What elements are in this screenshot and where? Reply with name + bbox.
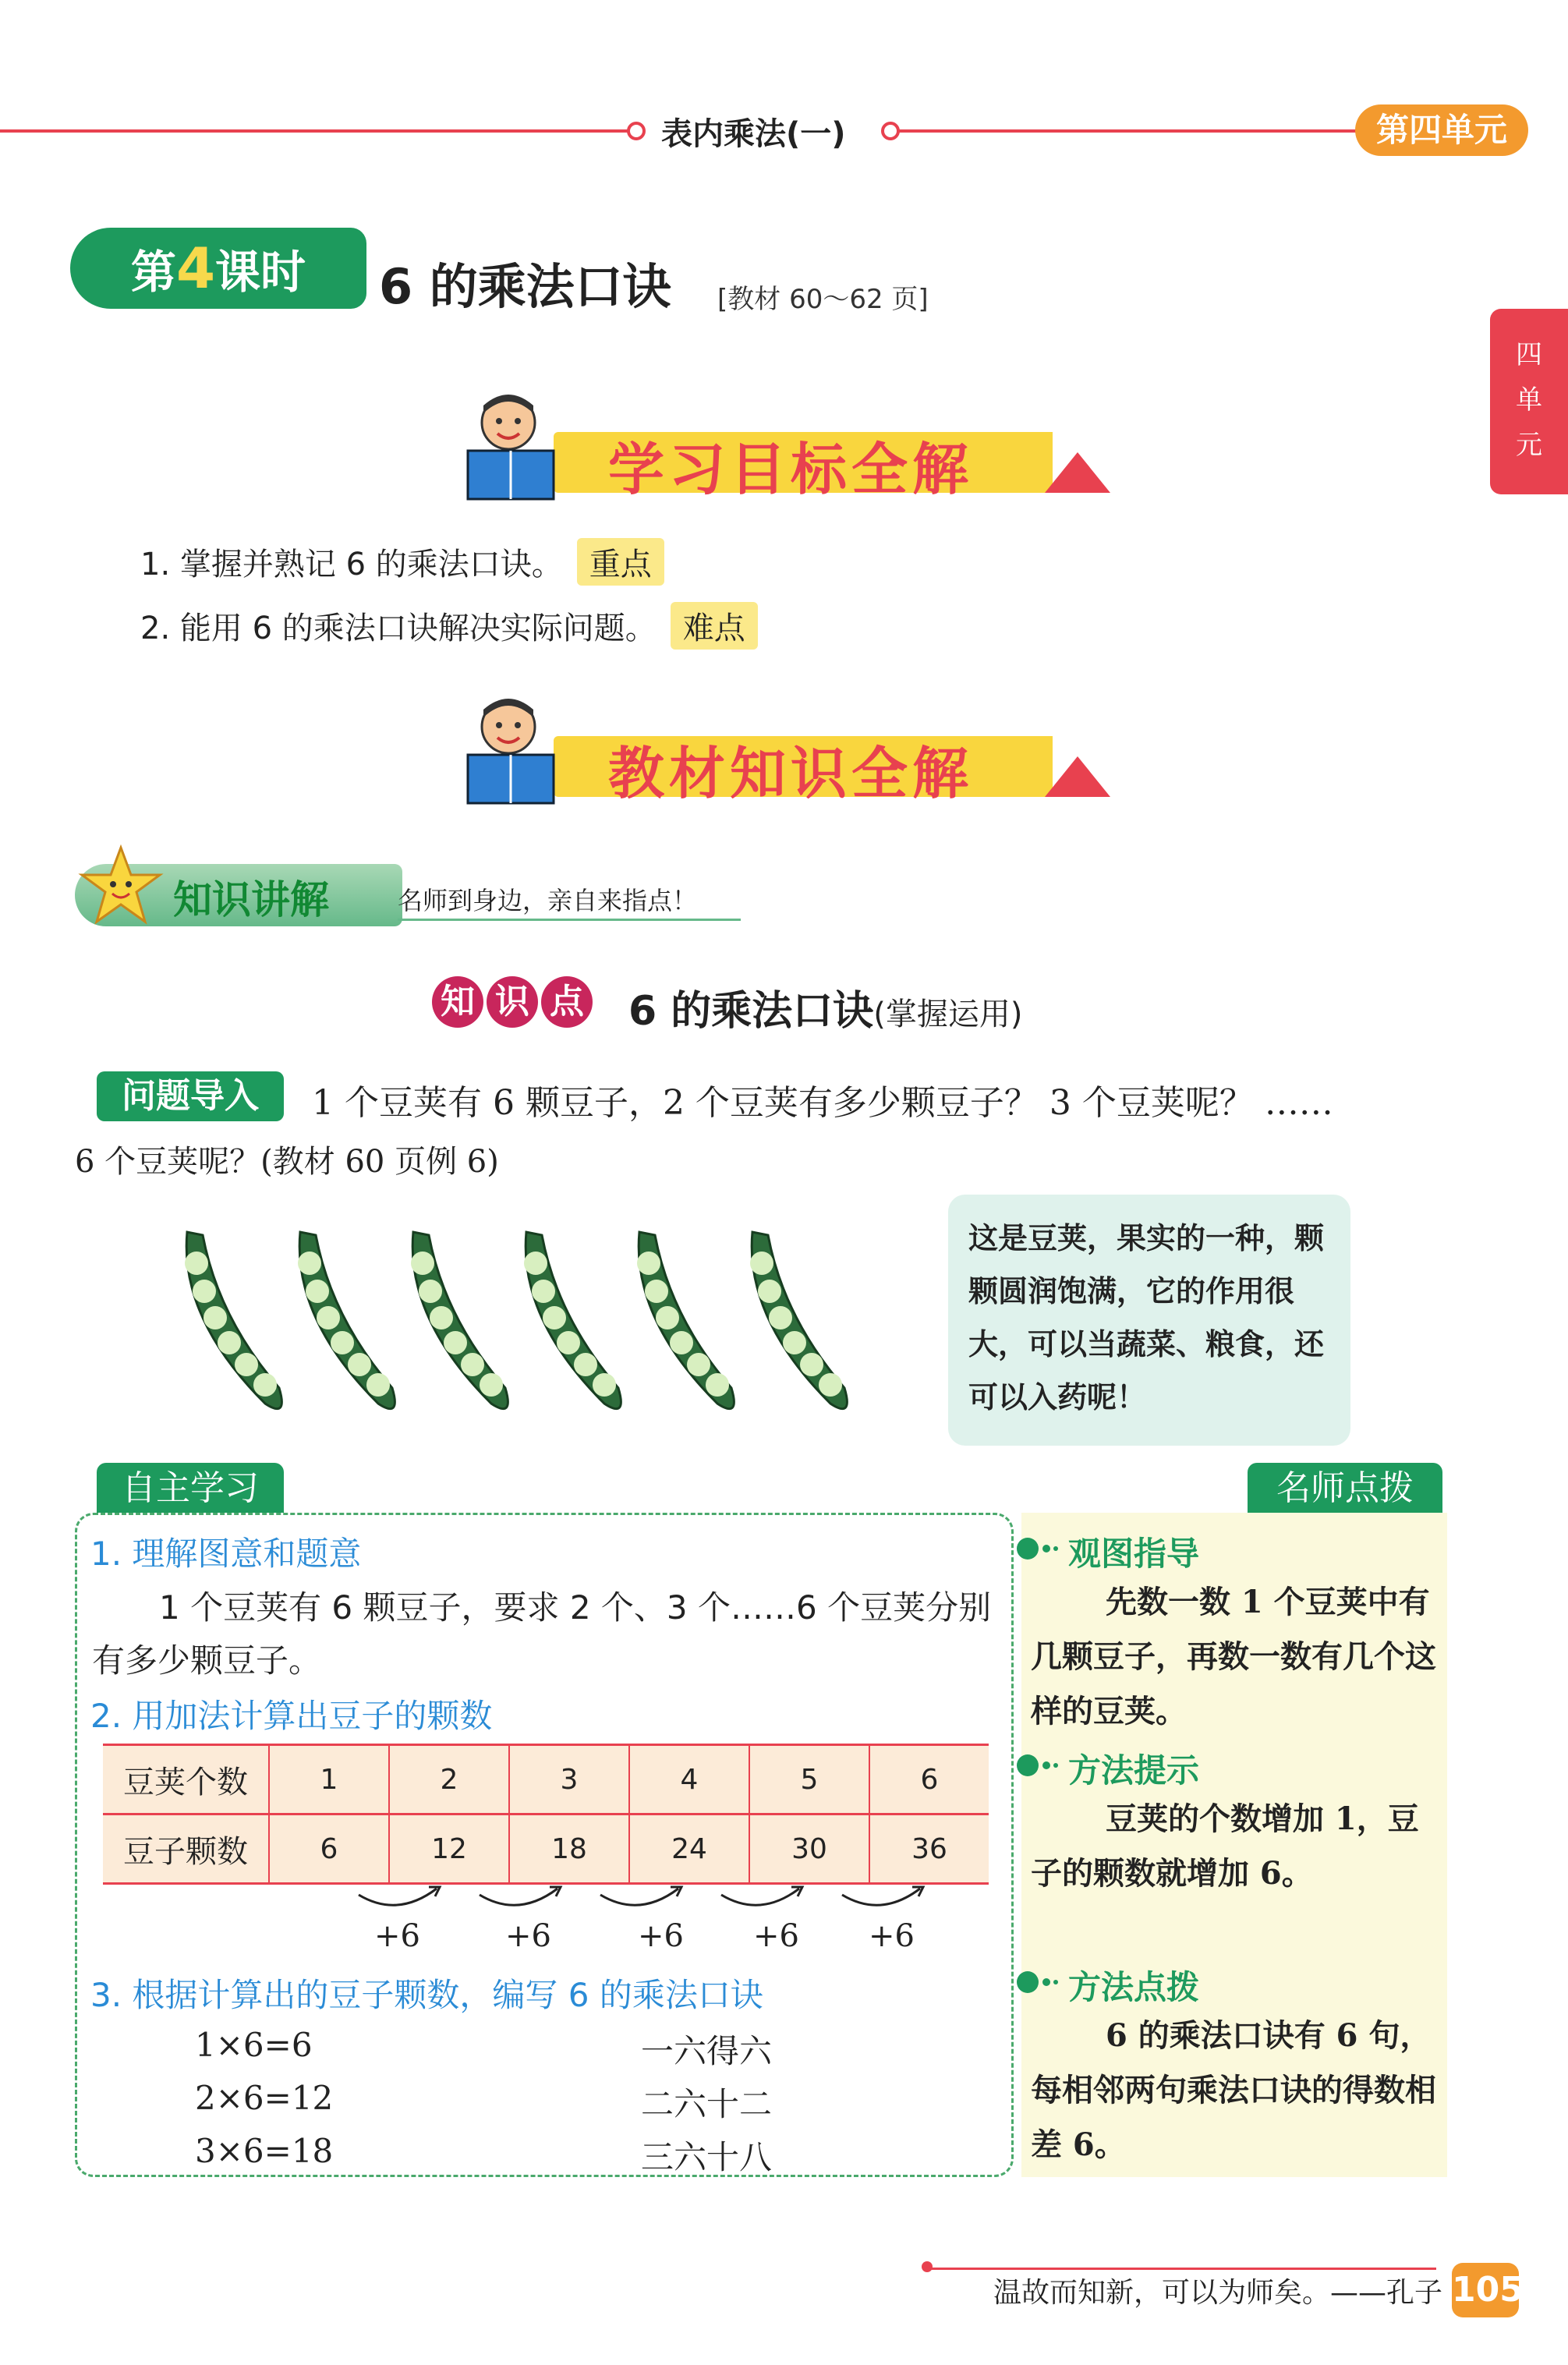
tip-title: 观图指导 bbox=[1068, 1535, 1200, 1573]
table-cell: 2 bbox=[389, 1746, 509, 1814]
section-title: 学习目标全解 bbox=[608, 437, 974, 502]
goal-item bbox=[140, 602, 758, 650]
bean-table bbox=[103, 1746, 989, 1882]
goal-item bbox=[140, 538, 664, 586]
kp-char: 识 bbox=[487, 976, 538, 1028]
table-cell: 12 bbox=[389, 1814, 509, 1883]
formula-eq: 2×6=12 bbox=[195, 2079, 334, 2117]
goal-tag-key: 重点 bbox=[577, 538, 664, 586]
increment-label: +6 bbox=[869, 1918, 915, 1954]
bullet-icon bbox=[1014, 1533, 1060, 1564]
table-cell: 3 bbox=[509, 1746, 629, 1814]
step1-title: 1. 理解图意和题意 bbox=[90, 1535, 362, 1573]
side-tab-char: 四 bbox=[1516, 339, 1542, 370]
boy-reading-icon bbox=[452, 694, 569, 811]
lesson-badge-pre: 第 bbox=[130, 246, 176, 299]
goal-text: 1. 掌握并熟记 6 的乘法口诀。 bbox=[140, 547, 563, 582]
formula-eq: 3×6=18 bbox=[195, 2132, 334, 2170]
tip-title: 方法点拨 bbox=[1068, 1968, 1200, 2006]
lesson-number: 4 bbox=[175, 235, 216, 301]
lesson-title: 6 的乘法口诀 bbox=[379, 258, 671, 315]
bullet-icon bbox=[1014, 1750, 1060, 1781]
increment-label: +6 bbox=[374, 1918, 420, 1954]
header-dot-left bbox=[627, 122, 646, 140]
table-cell: 1 bbox=[269, 1746, 389, 1814]
knowledge-header-title: 知识讲解 bbox=[173, 877, 329, 922]
goal-text: 2. 能用 6 的乘法口诀解决实际问题。 bbox=[140, 611, 657, 646]
increment-label: +6 bbox=[505, 1918, 551, 1954]
kp-title-note: (掌握运用) bbox=[873, 997, 1023, 1032]
table-cell: 36 bbox=[869, 1814, 989, 1883]
table-header-cell: 豆荚个数 bbox=[103, 1746, 269, 1814]
section-title: 教材知识全解 bbox=[608, 741, 974, 806]
goal-tag-difficult: 难点 bbox=[671, 602, 758, 650]
step3-title: 3. 根据计算出的豆子颗数，编写 6 的乘法口诀 bbox=[90, 1976, 763, 2014]
footer-quote: 温故而知新，可以为师矣。——孔子 bbox=[993, 2277, 1443, 2309]
formula-eq: 1×6=6 bbox=[195, 2026, 313, 2064]
footer-dot bbox=[922, 2261, 933, 2272]
header-rule-left bbox=[0, 129, 639, 133]
unit-side-tab bbox=[1490, 309, 1568, 494]
tab-self-study: 自主学习 bbox=[97, 1463, 284, 1514]
kp-char: 知 bbox=[432, 976, 483, 1028]
knowledge-header-subtitle: 名师到身边，亲自来指点！ bbox=[398, 886, 698, 915]
increment-label: +6 bbox=[753, 1918, 799, 1954]
increment-label: +6 bbox=[638, 1918, 684, 1954]
knowledge-header-rule bbox=[398, 919, 741, 921]
formula-rhyme: 二六十二 bbox=[641, 2085, 773, 2123]
lesson-badge-post: 课时 bbox=[215, 246, 306, 299]
lesson-badge bbox=[70, 228, 366, 309]
pea-pods-illustration bbox=[156, 1224, 904, 1427]
table-cell: 5 bbox=[749, 1746, 869, 1814]
table-cell: 18 bbox=[509, 1814, 629, 1883]
question-text-line2: 6 个豆荚呢？(教材 60 页例 6) bbox=[75, 1144, 499, 1180]
lesson-reference: [教材 60～62 页] bbox=[717, 284, 929, 315]
pea-note-box: 这是豆荚，果实的一种，颗颗圆润饱满，它的作用很大，可以当蔬菜、粮食，还可以入药呢！ bbox=[948, 1195, 1350, 1446]
table-cell: 6 bbox=[869, 1746, 989, 1814]
unit-badge: 第四单元 bbox=[1355, 104, 1528, 156]
section-banner-goals bbox=[452, 390, 1092, 502]
section-banner-textbook bbox=[452, 694, 1092, 806]
star-icon bbox=[78, 844, 164, 929]
table-cell: 24 bbox=[629, 1814, 749, 1883]
table-row bbox=[103, 1746, 989, 1814]
side-tab-char: 单 bbox=[1516, 384, 1542, 416]
bean-table-wrap bbox=[103, 1744, 989, 1885]
page-number: 105 bbox=[1452, 2263, 1519, 2317]
footer-rule bbox=[929, 2268, 1436, 2270]
step2-title: 2. 用加法计算出豆子的颗数 bbox=[90, 1697, 493, 1735]
table-cell: 30 bbox=[749, 1814, 869, 1883]
table-cell: 4 bbox=[629, 1746, 749, 1814]
header-rule-right bbox=[897, 129, 1364, 133]
knowledge-point-title bbox=[628, 978, 1023, 1036]
bullet-icon bbox=[1014, 1967, 1060, 1998]
tip-body: 先数一数 1 个豆荚中有几颗豆子，再数一数有几个这样的豆荚。 bbox=[1031, 1584, 1436, 1729]
header-title: 表内乘法(一) bbox=[661, 116, 846, 152]
knowledge-point-badge bbox=[432, 976, 596, 1028]
formula-rhyme: 一六得六 bbox=[641, 2032, 773, 2070]
kp-title-text: 6 的乘法口诀 bbox=[628, 988, 874, 1035]
formula-rhyme: 三六十八 bbox=[641, 2138, 773, 2176]
tip-body: 豆荚的个数增加 1，豆子的颗数就增加 6。 bbox=[1031, 1800, 1419, 1892]
side-tab-char: 元 bbox=[1516, 430, 1542, 461]
tip-title: 方法提示 bbox=[1068, 1751, 1200, 1790]
table-header-cell: 豆子颗数 bbox=[103, 1814, 269, 1883]
tab-teacher-tips: 名师点拨 bbox=[1248, 1463, 1442, 1514]
question-text-line1: 1 个豆荚有 6 颗豆子，2 个豆荚有多少颗豆子？ 3 个豆荚呢？ …… bbox=[312, 1083, 1333, 1123]
table-row bbox=[103, 1814, 989, 1883]
boy-reading-icon bbox=[452, 390, 569, 507]
tip-body: 6 的乘法口诀有 6 句，每相邻两句乘法口诀的得数相差 6。 bbox=[1031, 2017, 1436, 2163]
kp-char: 点 bbox=[541, 976, 593, 1028]
question-badge: 问题导入 bbox=[97, 1071, 284, 1121]
table-cell: 6 bbox=[269, 1814, 389, 1883]
step1-body: 1 个豆荚有 6 颗豆子，要求 2 个、3 个……6 个豆荚分别有多少颗豆子。 bbox=[92, 1588, 992, 1680]
